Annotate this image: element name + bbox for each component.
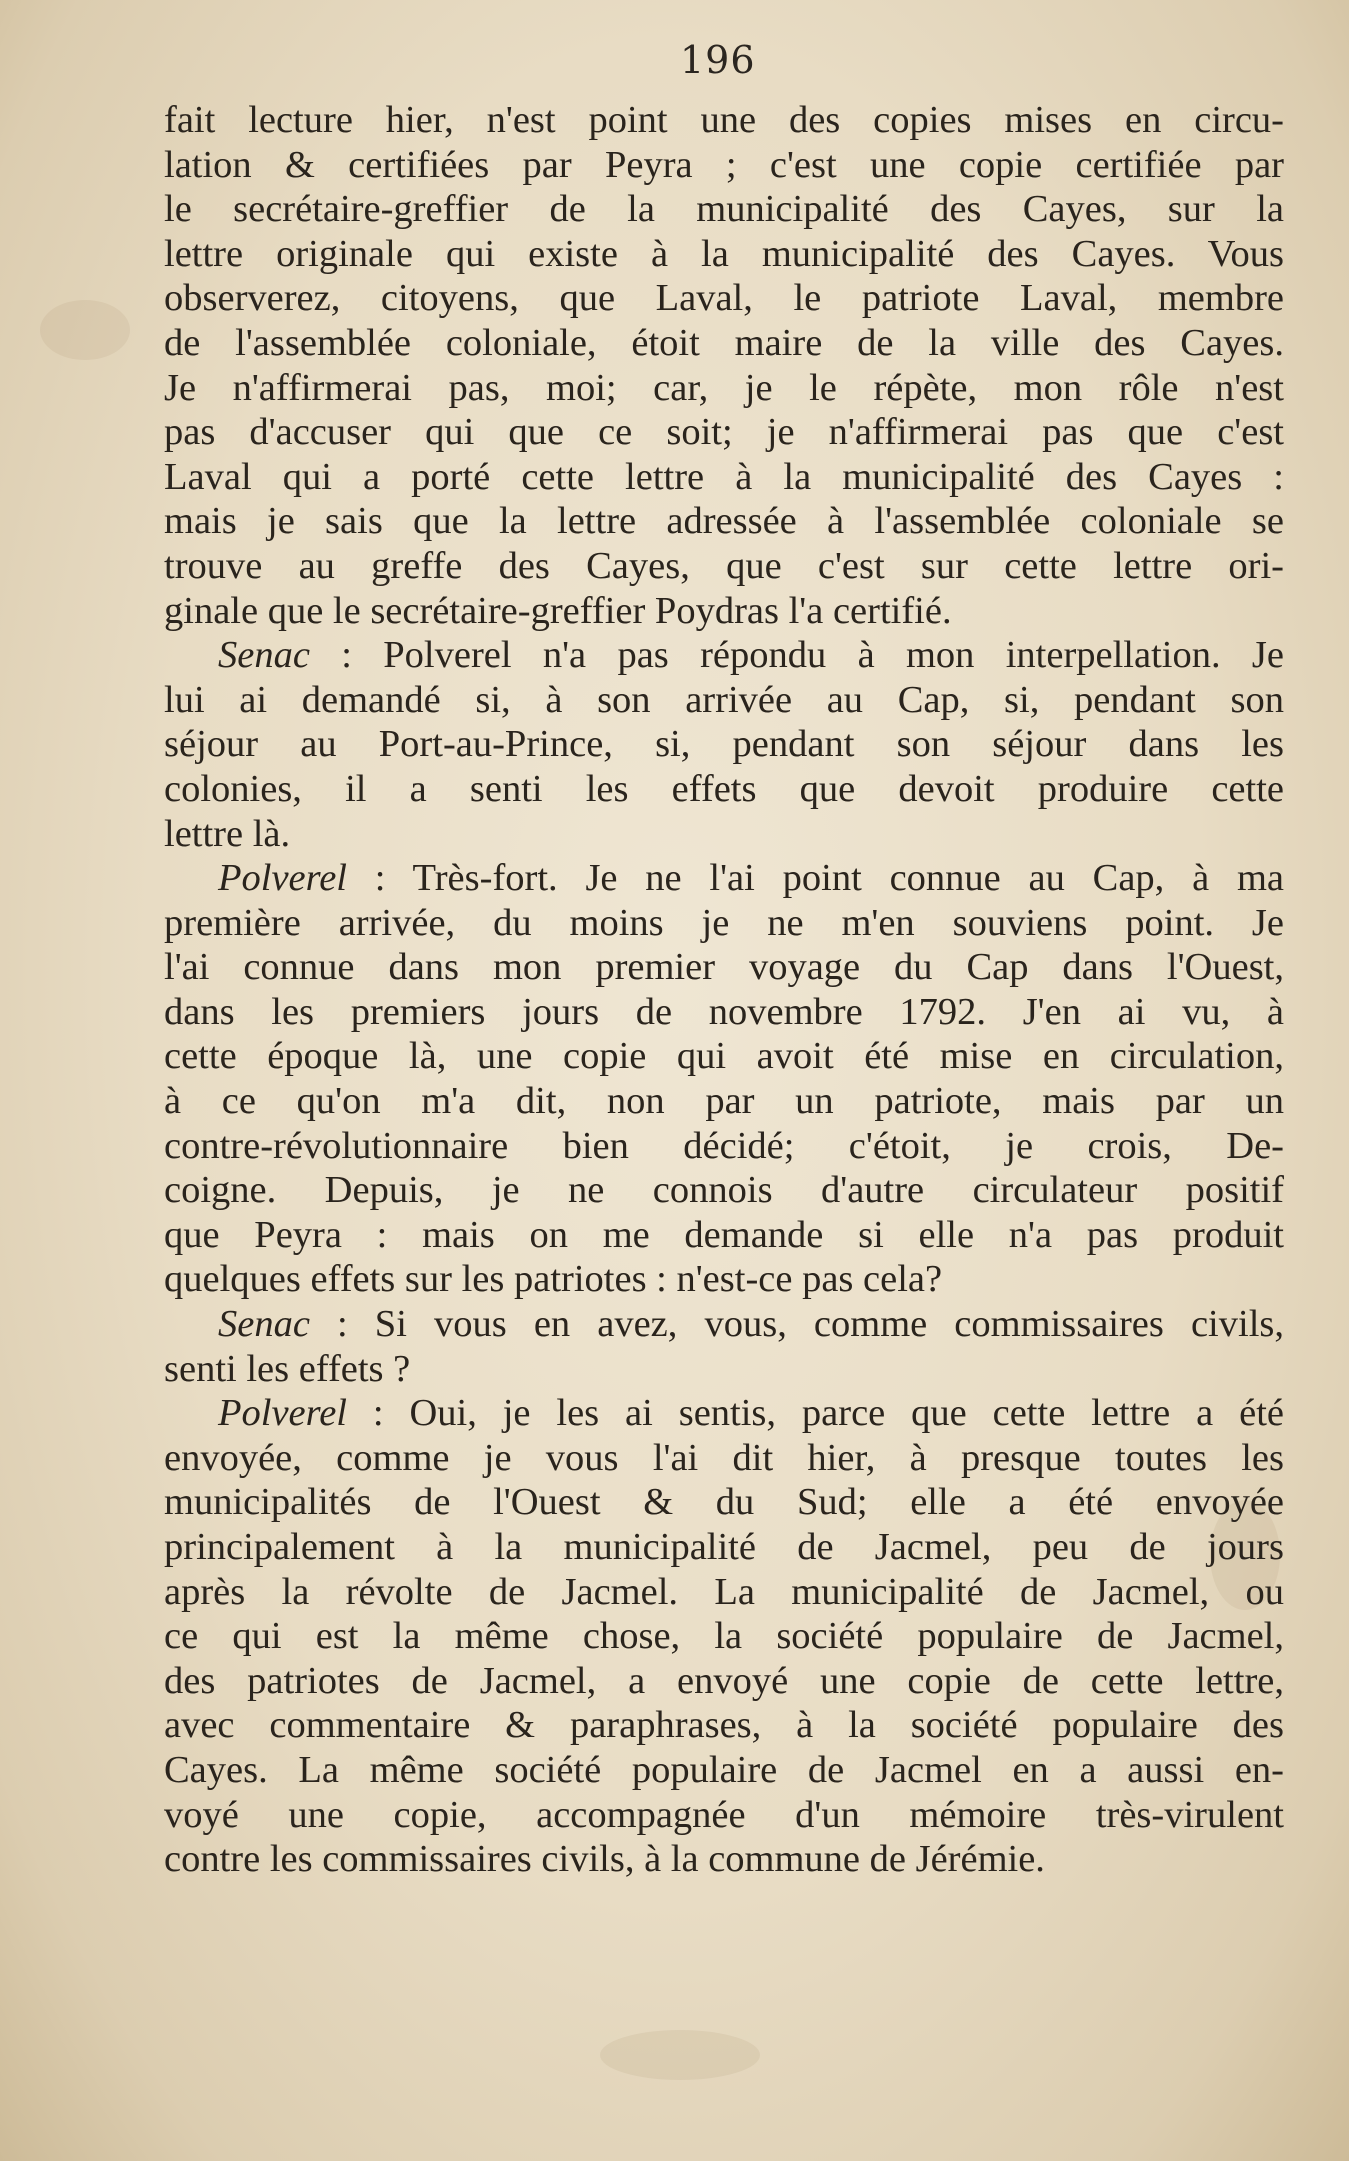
text-line	[164, 1257, 1284, 1302]
line-text: trouve au greffe des Cayes, que c'est sur cette lettre ori-	[164, 544, 1284, 587]
line-text: municipalités de l'Ouest & du Sud; elle a été envoyée	[164, 1481, 1284, 1524]
speaker-name: Senac	[218, 1303, 310, 1346]
line-text: pas d'accuser qui que ce soit; je n'affirmerai pas que c'est	[164, 411, 1284, 454]
speaker-name: Senac	[218, 634, 310, 677]
line-text: observerez, citoyens, que Laval, le patriote Laval, membre	[164, 277, 1284, 320]
line-text: dans les premiers jours de novembre 1792. J'en ai vu, à	[164, 990, 1284, 1033]
text-line	[164, 187, 1284, 232]
line-text: lui ai demandé si, à son arrivée au Cap, si, pendant son	[164, 678, 1284, 721]
text-line	[164, 945, 1284, 990]
line-text: senti les effets ?	[164, 1347, 411, 1390]
text-line	[164, 633, 1284, 678]
line-text: Je n'affirmerai pas, moi; car, je le répète, mon rôle n'est	[164, 366, 1284, 409]
line-text: première arrivée, du moins je ne m'en souviens point. Je	[164, 901, 1284, 944]
line-text: envoyée, comme je vous l'ai dit hier, à presque toutes les	[164, 1436, 1284, 1479]
line-text: principalement à la municipalité de Jacmel, peu de jours	[164, 1526, 1284, 1568]
text-line	[164, 767, 1284, 812]
text-line	[164, 990, 1284, 1035]
line-text: avec commentaire & paraphrases, à la société populaire des	[164, 1704, 1284, 1747]
line-text: lation & certifiées par Peyra ; c'est une copie certifiée par	[164, 143, 1284, 186]
line-text: séjour au Port-au-Prince, si, pendant son séjour dans les	[164, 723, 1284, 766]
text-line	[164, 1525, 1284, 1570]
line-text: quelques effets sur les patriotes : n'est-ce pas cela?	[164, 1258, 943, 1301]
line-text: de l'assemblée coloniale, étoit maire de la ville des Cayes.	[164, 321, 1284, 364]
text-line	[164, 1793, 1284, 1838]
text-line	[164, 1570, 1284, 1615]
line-text: à ce qu'on m'a dit, non par un patriote, mais par un	[164, 1080, 1284, 1123]
line-text: coigne. Depuis, je ne connois d'autre circulateur positif	[164, 1169, 1284, 1212]
text-line	[164, 1034, 1284, 1079]
text-line	[164, 1124, 1284, 1169]
text-line	[164, 1168, 1284, 1213]
page-number: 196	[680, 38, 756, 82]
speech-text: : Polverel n'a pas répondu à mon interpellation. Je	[309, 634, 1284, 677]
line-text: que Peyra : mais on me demande si elle n'a pas produit	[164, 1213, 1284, 1256]
line-text: contre-révolutionnaire bien décidé; c'étoit, je crois, De-	[164, 1124, 1284, 1167]
speaker-name: Polverel	[218, 1392, 347, 1435]
body-text	[164, 98, 1284, 1882]
text-line	[164, 856, 1284, 901]
line-text: des patriotes de Jacmel, a envoyé une copie de cette lettre,	[164, 1659, 1284, 1702]
text-line	[164, 1614, 1284, 1659]
line-text: lettre là.	[164, 812, 291, 855]
line-text: Cayes. La même société populaire de Jacmel en a aussi en-	[164, 1748, 1284, 1791]
text-line	[164, 1391, 1284, 1436]
text-line	[164, 1837, 1284, 1882]
text-line	[164, 678, 1284, 723]
text-line	[164, 1302, 1284, 1347]
text-line	[164, 544, 1284, 589]
text-line	[164, 1659, 1284, 1704]
text-line	[164, 499, 1284, 544]
text-line	[164, 98, 1284, 143]
text-line	[164, 410, 1284, 455]
text-line	[164, 321, 1284, 366]
line-text: ginale que le secrétaire-greffier Poydras l'a certifié.	[164, 589, 952, 632]
line-text: contre les commissaires civils, à la commune de Jérémie.	[164, 1838, 1045, 1881]
line-text: fait lecture hier, n'est point une des copies mises en circu-	[164, 99, 1284, 141]
text-line	[164, 1703, 1284, 1748]
line-text: l'ai connue dans mon premier voyage du Cap dans l'Ouest,	[164, 946, 1284, 989]
line-text: après la révolte de Jacmel. La municipalité de Jacmel, ou	[164, 1570, 1284, 1613]
text-line	[164, 232, 1284, 277]
line-text: lettre originale qui existe à la municipalité des Cayes. Vous	[164, 232, 1284, 275]
speech-text: : Très-fort. Je ne l'ai point connue au Cap, à ma	[346, 857, 1284, 900]
line-text: ce qui est la même chose, la société populaire de Jacmel,	[164, 1615, 1284, 1658]
text-line	[164, 1079, 1284, 1124]
line-text: voyé une copie, accompagnée d'un mémoire très-virulent	[164, 1793, 1284, 1836]
text-line	[164, 812, 1284, 857]
text-line	[164, 455, 1284, 500]
line-text: Laval qui a porté cette lettre à la municipalité des Cayes :	[164, 455, 1284, 498]
text-line	[164, 366, 1284, 411]
text-line	[164, 589, 1284, 634]
text-line	[164, 1480, 1284, 1525]
line-text: cette époque là, une copie qui avoit été mise en circulation,	[164, 1035, 1284, 1078]
line-text: mais je sais que la lettre adressée à l'assemblée coloniale se	[164, 500, 1284, 543]
text-line	[164, 276, 1284, 321]
text-line	[164, 1748, 1284, 1793]
text-line	[164, 1436, 1284, 1481]
text-line	[164, 1213, 1284, 1258]
line-text: colonies, il a senti les effets que devoit produire cette	[164, 767, 1284, 810]
text-line	[164, 901, 1284, 946]
text-line	[164, 722, 1284, 767]
speaker-name: Polverel	[218, 857, 347, 900]
speech-text: : Si vous en avez, vous, comme commissaires civils,	[309, 1303, 1284, 1346]
text-line	[164, 1347, 1284, 1392]
line-text: le secrétaire-greffier de la municipalité des Cayes, sur la	[164, 188, 1284, 231]
speech-text: : Oui, je les ai sentis, parce que cette lettre a été	[346, 1392, 1284, 1435]
text-line	[164, 143, 1284, 188]
